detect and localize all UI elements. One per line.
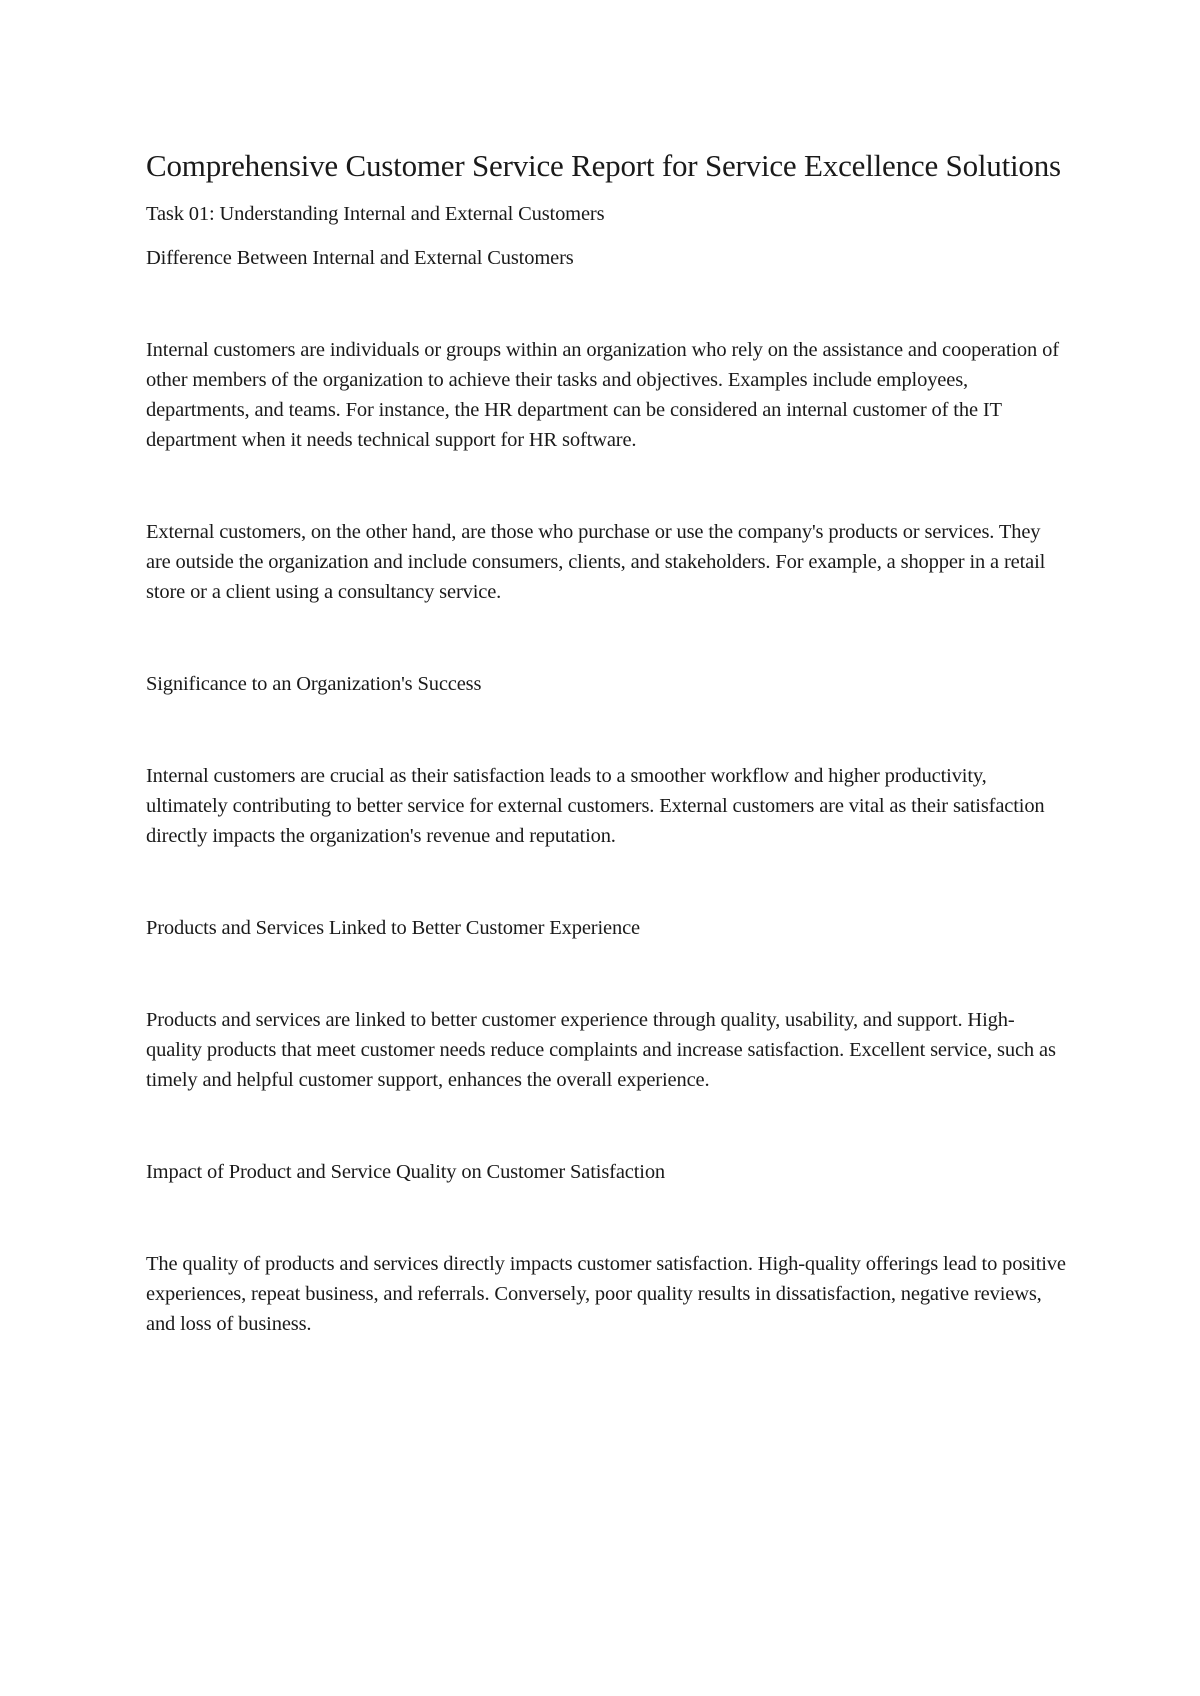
section-heading-products-services: Products and Services Linked to Better Customer Experience xyxy=(146,917,640,939)
section-heading-difference: Difference Between Internal and External Customers xyxy=(146,247,574,269)
paragraph-external-customers: External customers, on the other hand, are those who purchase or use the company's products or services. They are outside the organization and include consumers, clients, and stakeholders. For example, a shopper in a retail store or a client using a consultancy service. xyxy=(146,521,1046,603)
section-heading-quality-impact: Impact of Product and Service Quality on Customer Satisfaction xyxy=(146,1161,666,1183)
paragraph-significance: Internal customers are crucial as their satisfaction leads to a smoother workflow and higher productivity, ultimately contributing to better service for external customers. External customers are vital as their satisfaction directly impacts the organization's revenue and reputation. xyxy=(146,765,1045,847)
paragraph-quality-impact: The quality of products and services directly impacts customer satisfaction. High-quality offerings lead to positive experiences, repeat business, and referrals. Conversely, poor quality results in dissatisfaction, negative reviews, and loss of business. xyxy=(146,1253,1066,1335)
section-heading-significance: Significance to an Organization's Success xyxy=(146,673,482,695)
document-title: Comprehensive Customer Service Report for Service Excellence Solutions xyxy=(146,148,1061,183)
paragraph-products-services: Products and services are linked to better customer experience through quality, usability, and support. High-quality products that meet customer needs reduce complaints and increase satisfaction. Excellent service, such as timely and helpful customer support, enhances the overall experience. xyxy=(146,1009,1056,1091)
document-body xyxy=(146,146,1066,1401)
paragraph-internal-customers: Internal customers are individuals or groups within an organization who rely on the assistance and cooperation of other members of the organization to achieve their tasks and objectives. Examples include employees, departments, and teams. For instance, the HR department can be considered an internal customer of the IT department when it needs technical support for HR software. xyxy=(146,339,1059,451)
task-heading: Task 01: Understanding Internal and External Customers xyxy=(146,203,605,225)
